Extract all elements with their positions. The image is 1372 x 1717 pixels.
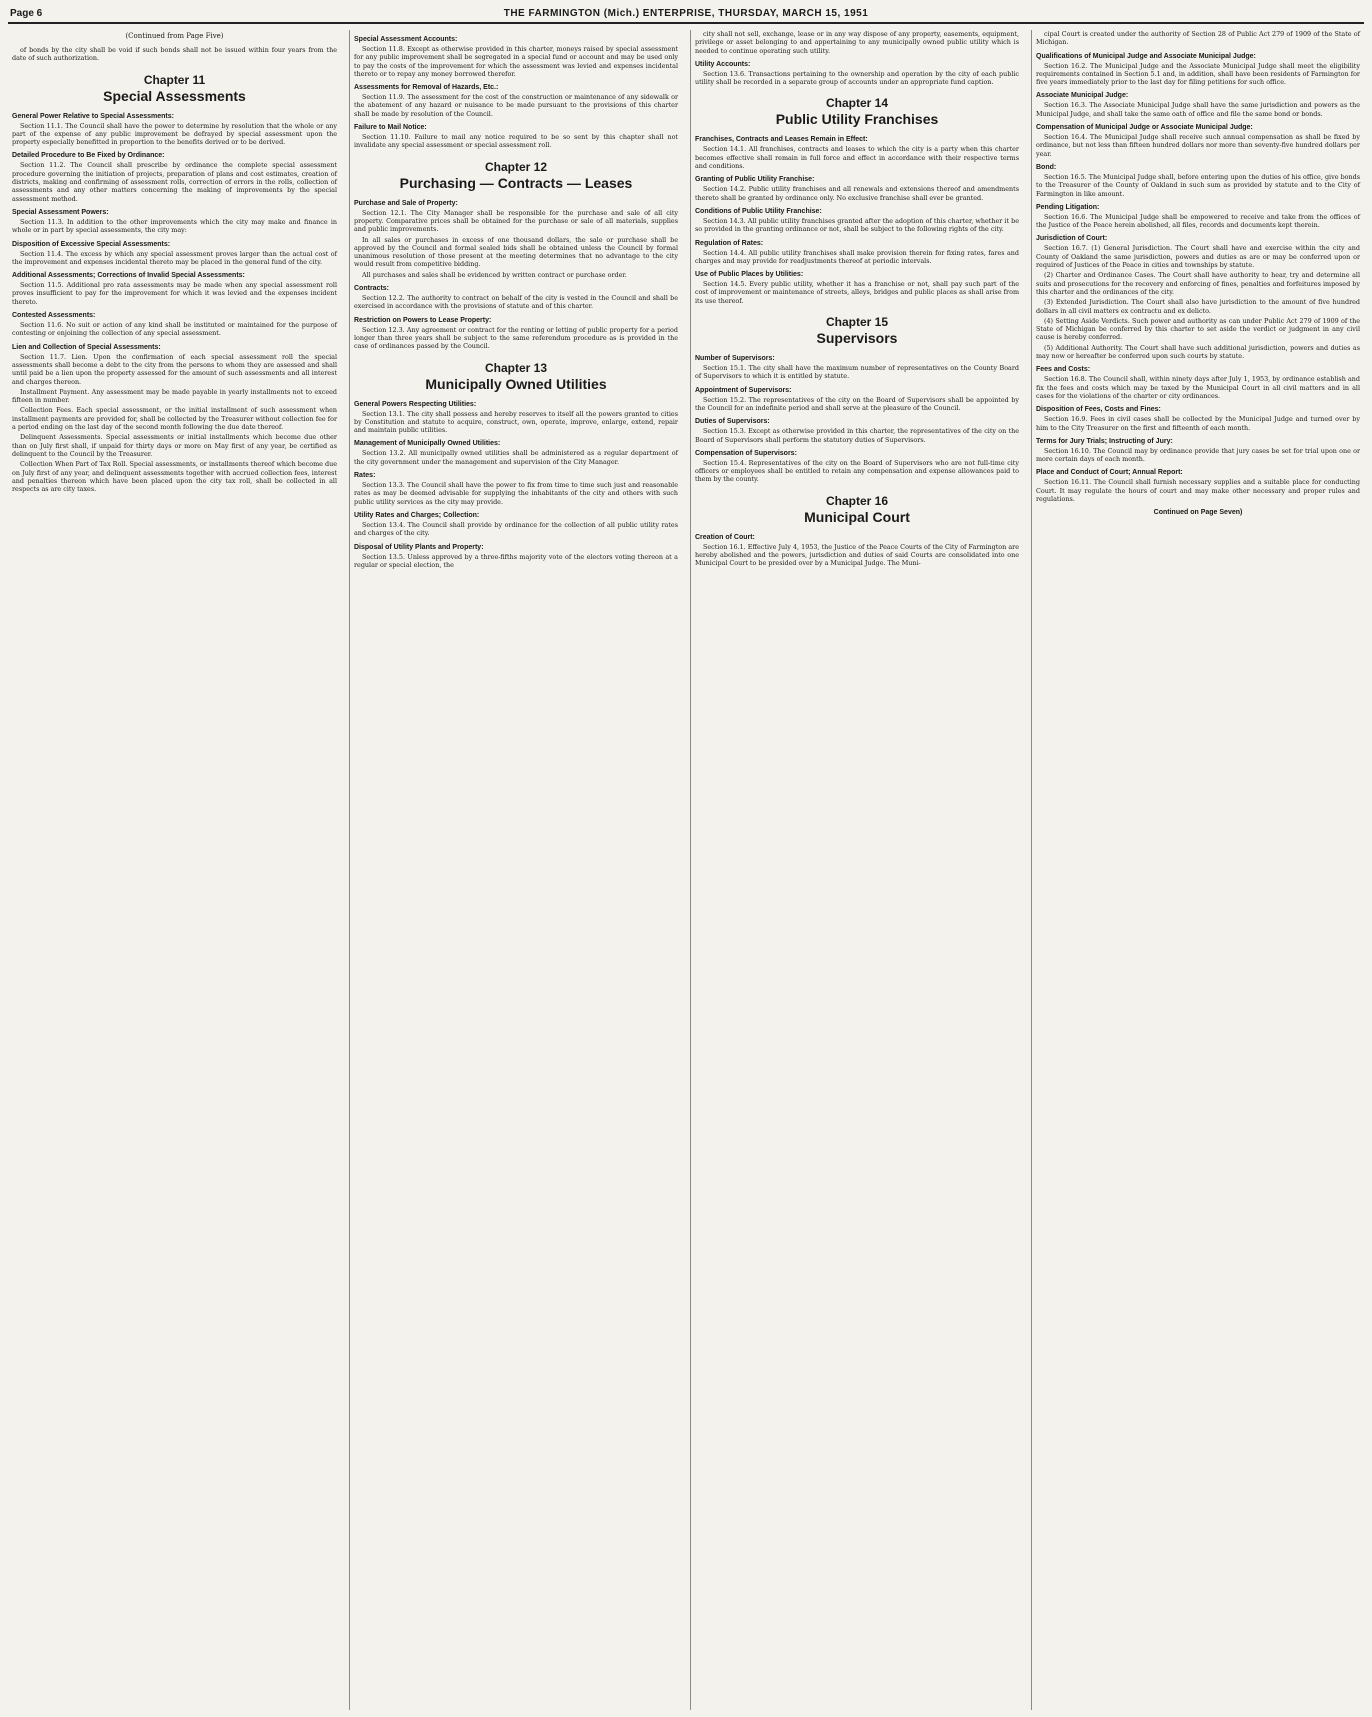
paragraph: Section 13.3. The Council shall have the power to fix from time to time such just and reasonable rates as may be deemed advisable for supplying the inhabitants of the city and others with such public utility services as the city may provide. xyxy=(354,481,678,506)
section-heading: Additional Assessments; Corrections of Invalid Special Assessments: xyxy=(12,272,245,280)
section-heading: Disposal of Utility Plants and Property: xyxy=(354,543,484,551)
paragraph: Section 11.1. The Council shall have the power to determine by resolution that the whole or any part of the expense of any public improvement be defrayed by special assessment upon the property especially benefitted in proportion to the benefits derived or to be derived. xyxy=(12,121,337,147)
section-heading: Purchase and Sale of Property: xyxy=(354,199,458,207)
section-heading: Disposition of Fees, Costs and Fines: xyxy=(1036,406,1161,414)
paragraph: (4) Setting Aside Verdicts. Such power and authority as can under Public Act 279 of 1909 of the State of Michigan be conferred by this charter to set aside the verdict or judgment in any civil cause is hereby conferred. xyxy=(1036,316,1360,342)
paragraph: All purchases and sales shall be evidenced by written contract or purchase order. xyxy=(362,270,627,279)
paragraph: Section 15.1. The city shall have the maximum number of representatives on the County Board of Supervisors to which it is entitled by statute. xyxy=(695,364,1019,381)
paragraph: Section 11.4. The excess by which any special assessment proves larger than the actual cost of the improvement and expenses incidental thereto may be placed in the general fund of the city. xyxy=(12,249,337,266)
paragraph: Section 14.1. All franchises, contracts and leases to which the city is a party when this charter becomes effective shall remain in full force and effect in accordance with their respective terms and conditions. xyxy=(695,145,1019,171)
paragraph: Installment Payment. Any assessment may be made payable in yearly installments not to exceed fifteen in number. xyxy=(12,387,337,405)
chapter-number: Chapter 11 xyxy=(143,72,206,87)
paragraph: Delinquent Assessments. Special assessments or initial installments which become due other than on July first shall, if unpaid for thirty days or more on May first of any year, be certified as delinquent to the Council by the Treasurer. xyxy=(12,433,337,458)
section-heading: Compensation of Municipal Judge or Associate Municipal Judge: xyxy=(1036,124,1253,132)
section-heading: Special Assessment Accounts: xyxy=(354,36,458,43)
paragraph: Section 11.6. No suit or action of any kind shall be instituted or maintained for the purpose of contesting or enjoining the collection of any special assessment. xyxy=(12,321,337,338)
section-heading: Duties of Supervisors: xyxy=(695,418,770,426)
paragraph: Collection Fees. Each special assessment, or the initial installment of such assessment when installment payments are provided for, shall be collected by the Treasurer without collection fee for a period ending on the last day of the second month following the due date thereof. xyxy=(12,406,337,432)
paragraph: cipal Court is created under the authority of Section 28 of Public Act 279 of 1909 of the State of Michigan. xyxy=(1036,30,1360,47)
column-1 xyxy=(8,30,341,1710)
paragraph: Section 14.5. Every public utility, whether it has a franchise or not, shall pay such part of the cost of improvement or maintenance of streets, alleys, bridges and public places as shall arise from its use thereof. xyxy=(695,280,1019,305)
paragraph: (5) Additional Authority. The Court shall have such additional jurisdiction, powers and duties as may now or hereafter be conferred upon such courts by statute. xyxy=(1036,343,1360,361)
section-heading: Detailed Procedure to Be Fixed by Ordinance: xyxy=(12,152,165,160)
chapter-title: Supervisors xyxy=(816,330,898,347)
paragraph: Section 15.2. The representatives of the city on the Board of Supervisors shall be appointed by the Council for an indefinite period and shall serve at the pleasure of the Council. xyxy=(695,395,1019,412)
section-heading: Contracts: xyxy=(354,285,390,293)
paragraph: city shall not sell, exchange, lease or in any way dispose of any property, easements, equipment, privilege or asset belonging to and appertaining to any municipally owned public utility which is needed to continue operating such utility. xyxy=(695,30,1019,55)
section-heading: Qualifications of Municipal Judge and Associate Municipal Judge: xyxy=(1036,52,1256,60)
section-heading: Compensation of Supervisors: xyxy=(695,449,797,457)
paragraph: Section 13.2. All municipally owned utilities shall be administered as a regular department of the city government under the management and supervision of the City Manager. xyxy=(354,449,678,466)
paragraph: Section 12.2. The authority to contract on behalf of the city is vested in the Council and shall be exercised in accordance with the provisions of statute and of this charter. xyxy=(354,294,678,311)
section-heading: Disposition of Excessive Special Assessments: xyxy=(12,240,171,248)
column-4 xyxy=(1031,30,1364,1710)
paragraph: Section 11.2. The Council shall prescribe by ordinance the complete special assessment procedure governing the initiation of projects, preparation of plans and cost estimates, creation of districts, making and confirming of assessment rolls, correction of errors in the rolls, collection of assessments and any other matters concerning the making of improvements by the special assessment method. xyxy=(12,161,337,203)
paragraph: Section 13.6. Transactions pertaining to the ownership and operation by the city of each public utility shall be recorded in a separate group of accounts under an appropriate fund caption. xyxy=(695,69,1019,87)
paragraph: Section 11.5. Additional pro rata assessments may be made when any special assessment roll proves insufficient to pay for the improvement for which it was levied and the expenses incident thereto. xyxy=(12,281,337,306)
section-heading: Number of Supervisors: xyxy=(695,355,775,363)
section-heading: Utility Rates and Charges; Collection: xyxy=(354,511,480,519)
section-heading: Creation of Court: xyxy=(695,533,755,541)
section-heading: Regulation of Rates: xyxy=(695,239,764,247)
chapter-title: Purchasing — Contracts — Leases xyxy=(399,174,633,191)
section-heading: Rates: xyxy=(354,472,376,480)
chapter-title: Public Utility Franchises xyxy=(775,111,939,128)
paragraph: Section 13.4. The Council shall provide by ordinance for the collection of all public utility rates and charges of the city. xyxy=(354,520,678,538)
paragraph: Section 16.10. The Council may by ordinance provide that jury cases be set for trial upon one or more certain days of each month. xyxy=(1036,446,1360,464)
section-heading: Assessments for Removal of Hazards, Etc.: xyxy=(354,84,499,92)
column-3 xyxy=(690,30,1023,1710)
paragraph: Section 16.4. The Municipal Judge shall receive such annual compensation as shall be fixed by ordinance, but not less than fifteen hundred dollars nor more than seventy-five hundred dollars per year. xyxy=(1036,133,1360,158)
article-columns xyxy=(8,30,1364,1710)
paragraph: Section 11.8. Except as otherwise provided in this charter, moneys raised by special assessment for any public improvement shall be segregated in a special fund or account and may be used only to pay the costs of the improvement for which the assessment was levied and expenses incidental thereto or to repay any money borrowed therefor. xyxy=(354,45,678,78)
section-heading: Appointment of Supervisors: xyxy=(695,386,792,394)
continuation-note: (Continued from Page Five) xyxy=(125,32,224,40)
section-heading: Terms for Jury Trials; Instructing of Jury: xyxy=(1036,437,1173,445)
paragraph: Section 16.1. Effective July 4, 1953, the Justice of the Peace Courts of the City of Farmington are hereby abolished and the powers, jurisdiction and duties of said Courts are consolidated into one Municipal Court to be presided over by a Municipal Judge. The Muni- xyxy=(695,542,1019,568)
section-heading: Associate Municipal Judge: xyxy=(1036,92,1129,100)
paragraph: Section 11.10. Failure to mail any notice required to be so sent by this chapter shall not invalidate any special assessment or special assessment roll. xyxy=(354,133,678,150)
chapter-title: Municipal Court xyxy=(804,508,910,525)
paragraph: Section 16.6. The Municipal Judge shall be empowered to receive and take from the offices of the Justice of the Peace herein abolished, all files, records and documents kept therein. xyxy=(1036,212,1360,230)
section-heading: Lien and Collection of Special Assessments: xyxy=(12,343,161,351)
section-heading: Utility Accounts: xyxy=(695,60,751,68)
section-heading: Granting of Public Utility Franchise: xyxy=(695,176,815,184)
section-heading: Failure to Mail Notice: xyxy=(354,124,427,132)
section-heading: Franchises, Contracts and Leases Remain in Effect: xyxy=(695,136,868,144)
paragraph: Section 14.4. All public utility franchises shall make provision therein for fixing rates, fares and charges and may provide for readjustments thereof at periodic intervals. xyxy=(695,248,1019,265)
paragraph: Section 13.5. Unless approved by a three-fifths majority vote of the electors voting thereon at a regular or special election, the xyxy=(354,552,678,569)
section-heading: Management of Municipally Owned Utilities: xyxy=(354,440,501,448)
chapter-number: Chapter 15 xyxy=(825,315,889,330)
chapter-number: Chapter 16 xyxy=(825,493,889,508)
page-number: Page 6 xyxy=(10,8,43,19)
paragraph: (3) Extended Jurisdiction. The Court shall also have jurisdiction to the amount of five hundred dollars in all civil matters ex contractu and ex delicto. xyxy=(1036,298,1360,315)
paragraph: Section 16.8. The Council shall, within ninety days after July 1, 1953, by ordinance establish and fix the fees and costs which may be taxed by the Municipal Court in all civil matters and in all cases for the violations of the charter or city ordinances. xyxy=(1036,375,1360,400)
section-heading: Use of Public Places by Utilities: xyxy=(695,271,804,279)
section-heading: Conditions of Public Utility Franchise: xyxy=(695,207,822,215)
paragraph: Section 16.11. The Council shall furnish necessary supplies and a suitable place for conducting Court. It may regulate the hours of court and may make other necessary and proper rules and regulations. xyxy=(1036,478,1360,503)
section-heading: Pending Litigation: xyxy=(1036,203,1100,211)
paragraph: Section 11.9. The assessment for the cost of the construction or maintenance of any sidewalk or the abatement of any hazard or nuisance to be made pursuant to the provisions of this charter shall be made by resolution of the Council. xyxy=(354,93,678,118)
column-2 xyxy=(349,30,682,1710)
section-heading: Restriction on Powers to Lease Property: xyxy=(354,316,492,324)
section-heading: Fees and Costs: xyxy=(1036,366,1091,374)
chapter-title: Special Assessments xyxy=(103,87,246,104)
paragraph: Section 13.1. The city shall possess and hereby reserves to itself all the powers granted to cities by Constitution and statute to acquire, construct, own, operate, improve, enlarge, extend, repair and maintain public utilities. xyxy=(354,409,678,435)
masthead xyxy=(8,4,1364,24)
newspaper-title: THE FARMINGTON (Mich.) ENTERPRISE, THURSDAY, MARCH 15, 1951 xyxy=(503,8,869,19)
paragraph: Section 15.4. Representatives of the city on the Board of Supervisors who are not full-time city officers or employees shall be entitled to retain any compensation and expense allowances paid to them by the county. xyxy=(695,458,1019,484)
paragraph: of bonds by the city shall be void if such bonds shall not be issued within four years from the date of such authorization. xyxy=(12,46,337,63)
paragraph: Section 14.3. All public utility franchises granted after the adoption of this charter, whether it be so provided in the granting ordinance or not, shall be subject to the following rights of the city. xyxy=(695,216,1019,234)
paragraph: Section 16.7. (1) General Jurisdiction. The Court shall have and exercise within the city and County of Oakland the same jurisdiction, powers and duties as are or may be conferred upon or required of Justices of the Peace in cities and townships by statute. xyxy=(1036,244,1360,270)
chapter-title: Municipally Owned Utilities xyxy=(425,375,607,392)
section-heading: Bond: xyxy=(1036,163,1057,171)
section-heading: Jurisdiction of Court: xyxy=(1036,235,1108,243)
paragraph: Section 15.3. Except as otherwise provided in this charter, the representatives of the city on the Board of Supervisors shall perform the statutory duties of Supervisors. xyxy=(695,427,1019,444)
section-heading: Place and Conduct of Court; Annual Report: xyxy=(1036,469,1183,477)
paragraph: Section 12.1. The City Manager shall be responsible for the purchase and sale of all city property. Comparative prices shall be obtained for the purchase or sale of all materials, supplies and public improvements. xyxy=(354,208,678,234)
continuation-footer: Continued on Page Seven) xyxy=(1153,509,1243,517)
section-heading: Special Assessment Powers: xyxy=(12,208,109,216)
paragraph: (2) Charter and Ordinance Cases. The Court shall have authority to hear, try and determine all suits and prosecutions for the recovery and enforcing of fines, penalties and forfeitures imposed by this charter and the ordinances of the city. xyxy=(1036,271,1360,296)
paragraph: Section 11.7. Lien. Upon the confirmation of each special assessment roll the special assessments shall become a debt to the city from the persons to whom they are assessed and shall until paid be a lien upon the property assessed for the amount of such assessments and all interest and charges thereon. xyxy=(12,352,337,386)
paragraph: Section 16.5. The Municipal Judge shall, before entering upon the duties of his office, give bonds to the Treasurer of the County of Oakland in such sum as provided by statute and to the City of Farmington in like amount. xyxy=(1036,172,1360,198)
chapter-number: Chapter 14 xyxy=(825,96,889,111)
paragraph: Section 11.3. In addition to the other improvements which the city may make and finance in whole or in part by special assessments, the city may: xyxy=(12,217,337,235)
chapter-number: Chapter 13 xyxy=(484,360,548,375)
section-heading: Contested Assessments: xyxy=(12,312,96,320)
section-heading: General Power Relative to Special Assessments: xyxy=(12,112,174,120)
paragraph: In all sales or purchases in excess of one thousand dollars, the sale or purchase shall be approved by the Council and formal sealed bids shall be obtained unless the Council by formal unanimous resolution of those present at the meeting determines that no advantage to the city would result from competitive bidding. xyxy=(354,235,678,269)
paragraph: Section 14.2. Public utility franchises and all renewals and extensions thereof and amendments thereto shall be granted by ordinance only. No exclusive franchise shall ever be granted. xyxy=(695,185,1019,202)
paragraph: Section 12.3. Any agreement or contract for the renting or letting of public property for a period longer than three years shall be subject to the same referendum procedure as is provided in the case of ordinances passed by the Council. xyxy=(354,325,678,351)
paragraph: Section 16.3. The Associate Municipal Judge shall have the same jurisdiction and powers as the Municipal Judge, and shall take the same oath of office and file the same bond or bonds. xyxy=(1036,101,1360,118)
section-heading: General Powers Respecting Utilities: xyxy=(354,400,477,408)
paragraph: Collection When Part of Tax Roll. Special assessments, or installments thereof which become due on July first of any year, and delinquent assessments together with accrued collection fees, interest and penalties thereon which have been placed upon the city tax roll, shall be collected in all respects as are city taxes. xyxy=(12,460,337,494)
chapter-number: Chapter 12 xyxy=(484,159,548,174)
paragraph: Section 16.2. The Municipal Judge and the Associate Municipal Judge shall meet the eligibility requirements contained in Section 5.1 and, in addition, shall have been residents of Farmington for five years immediately prior to the last day for filing petitions for such office. xyxy=(1036,61,1360,87)
paragraph: Section 16.9. Fees in civil cases shall be collected by the Municipal Judge and turned over by him to the City Treasurer on the first and fifteenth of each month. xyxy=(1036,415,1360,432)
